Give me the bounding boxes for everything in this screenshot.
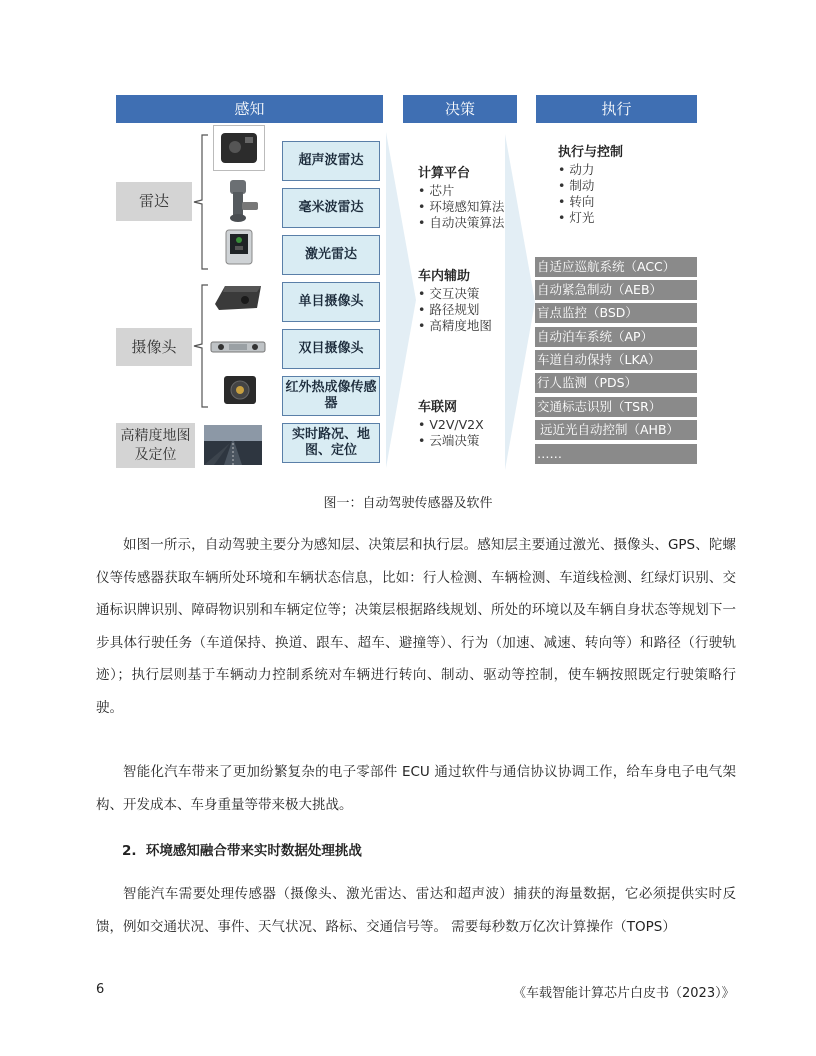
adas-feature: 车道自动保持（LKA）: [535, 350, 697, 370]
paragraph-2-text: 智能化汽车带来了更加纷繁复杂的电子零部件 ECU 通过软件与通信协议协调工作，给车身电子电气架构、开发成本、车身重量等带来极大挑战。: [96, 764, 736, 813]
execution-control-title: 执行与控制: [558, 145, 624, 160]
ultrasonic-radar-image: [213, 125, 265, 171]
lidar-image: [220, 226, 258, 268]
sensor-stereo-camera: 双目摄像头: [282, 329, 380, 369]
mono-camera-image: [211, 278, 265, 318]
decision-group-title: 车联网: [418, 400, 458, 415]
decision-group-v2x: [418, 396, 528, 449]
paragraph-1-text: 如图一所示，自动驾驶主要分为感知层、决策层和执行层。感知层主要通过激光、摄像头、GPS、陀螺仪等传感器获取车辆所处环境和车辆状态信息，比如：行人检测、车辆检测、车道线检测、红绿灯识别、交通标识牌识别、障碍物识别和车辆定位等；决策层根据路线规划、所处的环境以及车辆自身状态等规划下一步具体行驶任务（车道保持、换道、跟车、超车、避撞等）、行为（加速、减速、转向等）和路径（行驶轨迹）；执行层则基于车辆动力控制系统对车辆进行转向、制动、驱动等控制，使车辆按照既定行驶策略行驶。: [96, 537, 736, 716]
category-camera: 摄像头: [116, 328, 192, 366]
sensor-ultrasonic-radar: 超声波雷达: [282, 141, 380, 181]
adas-feature: 远近光自动控制（AHB）: [535, 420, 697, 440]
sensor-mono-camera: 单目摄像头: [282, 282, 380, 322]
execution-control-item: • 灯光: [558, 210, 678, 226]
execution-control: [558, 141, 678, 226]
paragraph-3: [96, 878, 736, 943]
execution-control-item: • 转向: [558, 194, 678, 210]
figure-caption: 图一：自动驾驶传感器及软件: [323, 496, 493, 511]
decision-item: • 路径规划: [418, 302, 528, 318]
adas-feature: 自适应巡航系统（ACC）: [535, 257, 697, 277]
thermal-sensor-image: [218, 370, 262, 410]
decision-item: • 自动决策算法: [418, 215, 528, 231]
arrow-perception-to-decision: [384, 130, 418, 470]
sensor-realtime-map: 实时路况、地图、定位: [282, 423, 380, 463]
category-map: 高精度地图及定位: [116, 423, 195, 468]
decision-group-title: 车内辅助: [418, 269, 471, 284]
paragraph-2: [96, 756, 736, 821]
section-heading: 2. 环境感知融合带来实时数据处理挑战: [122, 843, 362, 859]
adas-feature: ……: [535, 444, 697, 464]
adas-feature: 行人监测（PDS）: [535, 373, 697, 393]
adas-feature: 交通标志识别（TSR）: [535, 397, 697, 417]
decision-item: • 云端决策: [418, 433, 528, 449]
sensor-thermal: 红外热成像传感器: [282, 376, 380, 416]
adas-feature: 自动泊车系统（AP）: [535, 327, 697, 347]
decision-group-computing: [418, 162, 528, 231]
mmwave-radar-image: [216, 178, 262, 224]
decision-item: • 环境感知算法: [418, 199, 528, 215]
decision-item: • V2V/V2X: [418, 417, 528, 433]
header-execution: 执行: [536, 95, 697, 123]
decision-group-in-vehicle: [418, 265, 528, 334]
decision-group-title: 计算平台: [418, 166, 471, 181]
header-perception: 感知: [116, 95, 383, 123]
execution-control-item: • 动力: [558, 162, 678, 178]
map-road-image: [204, 425, 262, 465]
decision-item: • 高精度地图: [418, 318, 528, 334]
book-title: 《车载智能计算芯片白皮书（2023）》: [513, 986, 735, 1001]
decision-item: • 芯片: [418, 183, 528, 199]
paragraph-3-text: 智能汽车需要处理传感器（摄像头、激光雷达、雷达和超声波）捕获的海量数据，它必须提供实时反馈，例如交通状况、事件、天气状况、路标、交通信号等。 需要每秒数万亿次计算操作（TOPS）: [96, 886, 736, 935]
execution-control-item: • 制动: [558, 178, 678, 194]
category-radar: 雷达: [116, 182, 192, 221]
adas-feature: 自动紧急制动（AEB）: [535, 280, 697, 300]
paragraph-1: [96, 529, 736, 724]
decision-item: • 交互决策: [418, 286, 528, 302]
sensor-mmwave-radar: 毫米波雷达: [282, 188, 380, 228]
page-number: 6: [96, 982, 105, 997]
stereo-camera-image: [209, 338, 267, 356]
adas-feature: 盲点监控（BSD）: [535, 303, 697, 323]
sensor-lidar: 激光雷达: [282, 235, 380, 275]
header-decision: 决策: [403, 95, 517, 123]
radar-brace: [192, 134, 212, 270]
